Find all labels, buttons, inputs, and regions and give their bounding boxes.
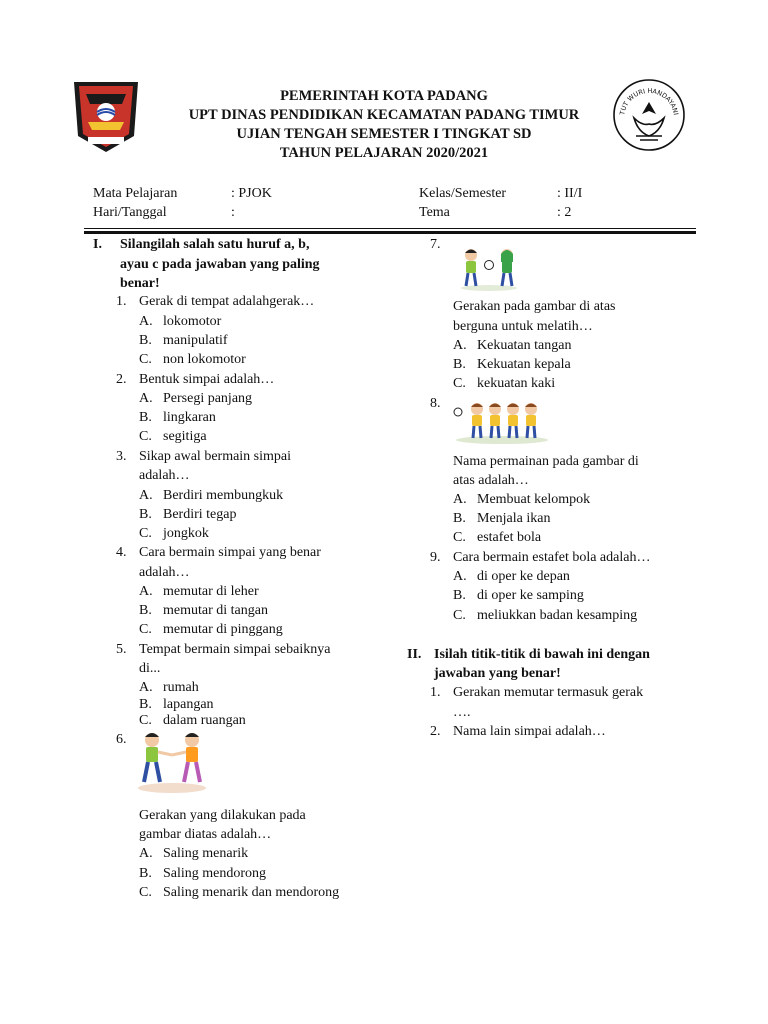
option-text: Saling mendorong bbox=[163, 866, 267, 881]
option-letter: B. bbox=[139, 697, 152, 712]
option-text: Saling menarik dan mendorong bbox=[163, 885, 340, 900]
option-letter: C. bbox=[453, 376, 466, 391]
mapel-label: Mata Pelajaran bbox=[93, 186, 178, 201]
option-letter: C. bbox=[453, 530, 466, 545]
essay-number: 1. bbox=[430, 685, 441, 700]
option-letter: A. bbox=[139, 391, 153, 406]
question-text: Gerakan yang dilakukan pada bbox=[139, 808, 306, 823]
mapel-value: : PJOK bbox=[231, 186, 272, 201]
option-text: kekuatan kaki bbox=[477, 376, 556, 391]
padang-city-crest bbox=[72, 80, 140, 154]
option-letter: A. bbox=[453, 569, 467, 584]
option-text: lokomotor bbox=[163, 314, 222, 329]
question-text: gambar diatas adalah… bbox=[139, 827, 272, 842]
divider-thin bbox=[84, 228, 696, 229]
section-2-number: II. bbox=[407, 647, 422, 662]
kids-pulling-illustration bbox=[134, 728, 210, 794]
option-text: lingkaran bbox=[163, 410, 216, 425]
section-1-title: Silangilah salah satu huruf a, b, bbox=[120, 237, 310, 252]
option-letter: A. bbox=[453, 492, 467, 507]
option-letter: C. bbox=[139, 352, 152, 367]
question-text: Gerakan pada gambar di atas bbox=[453, 299, 616, 314]
option-text: Membuat kelompok bbox=[477, 492, 591, 507]
question-number: 7. bbox=[430, 237, 441, 252]
option-letter: C. bbox=[139, 429, 152, 444]
question-number: 6. bbox=[116, 732, 127, 747]
tut-wuri-handayani-logo bbox=[612, 78, 686, 152]
svg-text:TUT WURI HANDAYANI bbox=[618, 87, 680, 117]
option-letter: C. bbox=[139, 622, 152, 637]
option-text: Kekuatan kepala bbox=[477, 357, 571, 372]
essay-text: Gerakan memutar termasuk gerak bbox=[453, 685, 644, 700]
section-1-title: ayau c pada jawaban yang paling bbox=[120, 257, 320, 272]
option-text: Berdiri membungkuk bbox=[163, 488, 284, 503]
divider-thick bbox=[84, 231, 696, 234]
option-letter: B. bbox=[139, 507, 152, 522]
question-number: 5. bbox=[116, 642, 127, 657]
header-line-4: TAHUN PELAJARAN 2020/2021 bbox=[279, 145, 489, 161]
question-text: di... bbox=[139, 661, 161, 676]
question-text: Gerak di tempat adalahgerak… bbox=[139, 294, 315, 309]
option-letter: A. bbox=[139, 314, 153, 329]
question-text: adalah… bbox=[139, 565, 190, 580]
question-text: Bentuk simpai adalah… bbox=[139, 372, 275, 387]
header-line-2: UPT DINAS PENDIDIKAN KECAMATAN PADANG TIMUR bbox=[188, 107, 580, 123]
question-text: Sikap awal bermain simpai bbox=[139, 449, 292, 464]
option-text: meliukkan badan kesamping bbox=[477, 608, 638, 623]
option-letter: B. bbox=[139, 410, 152, 425]
question-text: Cara bermain simpai yang benar bbox=[139, 545, 321, 560]
option-letter: C. bbox=[139, 713, 152, 728]
question-text: atas adalah… bbox=[453, 473, 529, 488]
option-text: Persegi panjang bbox=[163, 391, 253, 406]
option-letter: B. bbox=[453, 511, 466, 526]
option-text: manipulatif bbox=[163, 333, 228, 348]
option-letter: B. bbox=[139, 333, 152, 348]
option-letter: C. bbox=[139, 526, 152, 541]
logo-motto-text: TUT WURI HANDAYANI bbox=[618, 86, 680, 116]
option-text: memutar di leher bbox=[163, 584, 259, 599]
question-number: 3. bbox=[116, 449, 127, 464]
essay-text: Nama lain simpai adalah… bbox=[453, 724, 606, 739]
section-1-title: benar! bbox=[120, 276, 160, 291]
option-text: Menjala ikan bbox=[477, 511, 551, 526]
header-line-3: UJIAN TENGAH SEMESTER I TINGKAT SD bbox=[236, 126, 532, 142]
option-text: estafet bola bbox=[477, 530, 542, 545]
option-letter: B. bbox=[139, 866, 152, 881]
question-text: Nama permainan pada gambar di bbox=[453, 454, 639, 469]
question-number: 1. bbox=[116, 294, 127, 309]
option-letter: C. bbox=[453, 608, 466, 623]
kids-relay-illustration bbox=[452, 398, 552, 446]
option-letter: B. bbox=[453, 357, 466, 372]
option-letter: C. bbox=[139, 885, 152, 900]
option-text: dalam ruangan bbox=[163, 713, 246, 728]
question-text: adalah… bbox=[139, 468, 190, 483]
option-text: di oper ke samping bbox=[477, 588, 584, 603]
option-text: di oper ke depan bbox=[477, 569, 570, 584]
question-text: Cara bermain estafet bola adalah… bbox=[453, 550, 651, 565]
section-2-title: jawaban yang benar! bbox=[434, 666, 561, 681]
option-letter: A. bbox=[453, 338, 467, 353]
option-letter: A. bbox=[139, 846, 153, 861]
question-number: 2. bbox=[116, 372, 127, 387]
option-letter: A. bbox=[139, 488, 153, 503]
tema-value: : 2 bbox=[557, 205, 572, 220]
kelas-label: Kelas/Semester bbox=[419, 186, 507, 201]
kids-ball-illustration bbox=[458, 246, 520, 292]
option-letter: A. bbox=[139, 584, 153, 599]
option-text: jongkok bbox=[163, 526, 209, 541]
kelas-value: : II/I bbox=[557, 186, 583, 201]
option-letter: B. bbox=[139, 603, 152, 618]
option-text: rumah bbox=[163, 680, 199, 695]
essay-text: …. bbox=[453, 705, 471, 720]
question-number: 8. bbox=[430, 396, 441, 411]
option-text: memutar di pinggang bbox=[163, 622, 283, 637]
question-number: 9. bbox=[430, 550, 441, 565]
option-text: non lokomotor bbox=[163, 352, 246, 367]
tema-label: Tema bbox=[419, 205, 450, 220]
question-text: berguna untuk melatih… bbox=[453, 319, 593, 334]
option-letter: B. bbox=[453, 588, 466, 603]
hari-label: Hari/Tanggal bbox=[93, 205, 167, 220]
option-text: Berdiri tegap bbox=[163, 507, 237, 522]
option-text: Kekuatan tangan bbox=[477, 338, 572, 353]
header-line-1: PEMERINTAH KOTA PADANG bbox=[280, 88, 488, 104]
option-letter: A. bbox=[139, 680, 153, 695]
option-text: lapangan bbox=[163, 697, 214, 712]
section-2-title: Isilah titik-titik di bawah ini dengan bbox=[434, 647, 650, 662]
option-text: Saling menarik bbox=[163, 846, 249, 861]
hari-value: : bbox=[231, 205, 235, 220]
option-text: segitiga bbox=[163, 429, 207, 444]
essay-number: 2. bbox=[430, 724, 441, 739]
question-number: 4. bbox=[116, 545, 127, 560]
question-text: Tempat bermain simpai sebaiknya bbox=[139, 642, 331, 657]
option-text: memutar di tangan bbox=[163, 603, 268, 618]
section-1-number: I. bbox=[93, 237, 102, 252]
